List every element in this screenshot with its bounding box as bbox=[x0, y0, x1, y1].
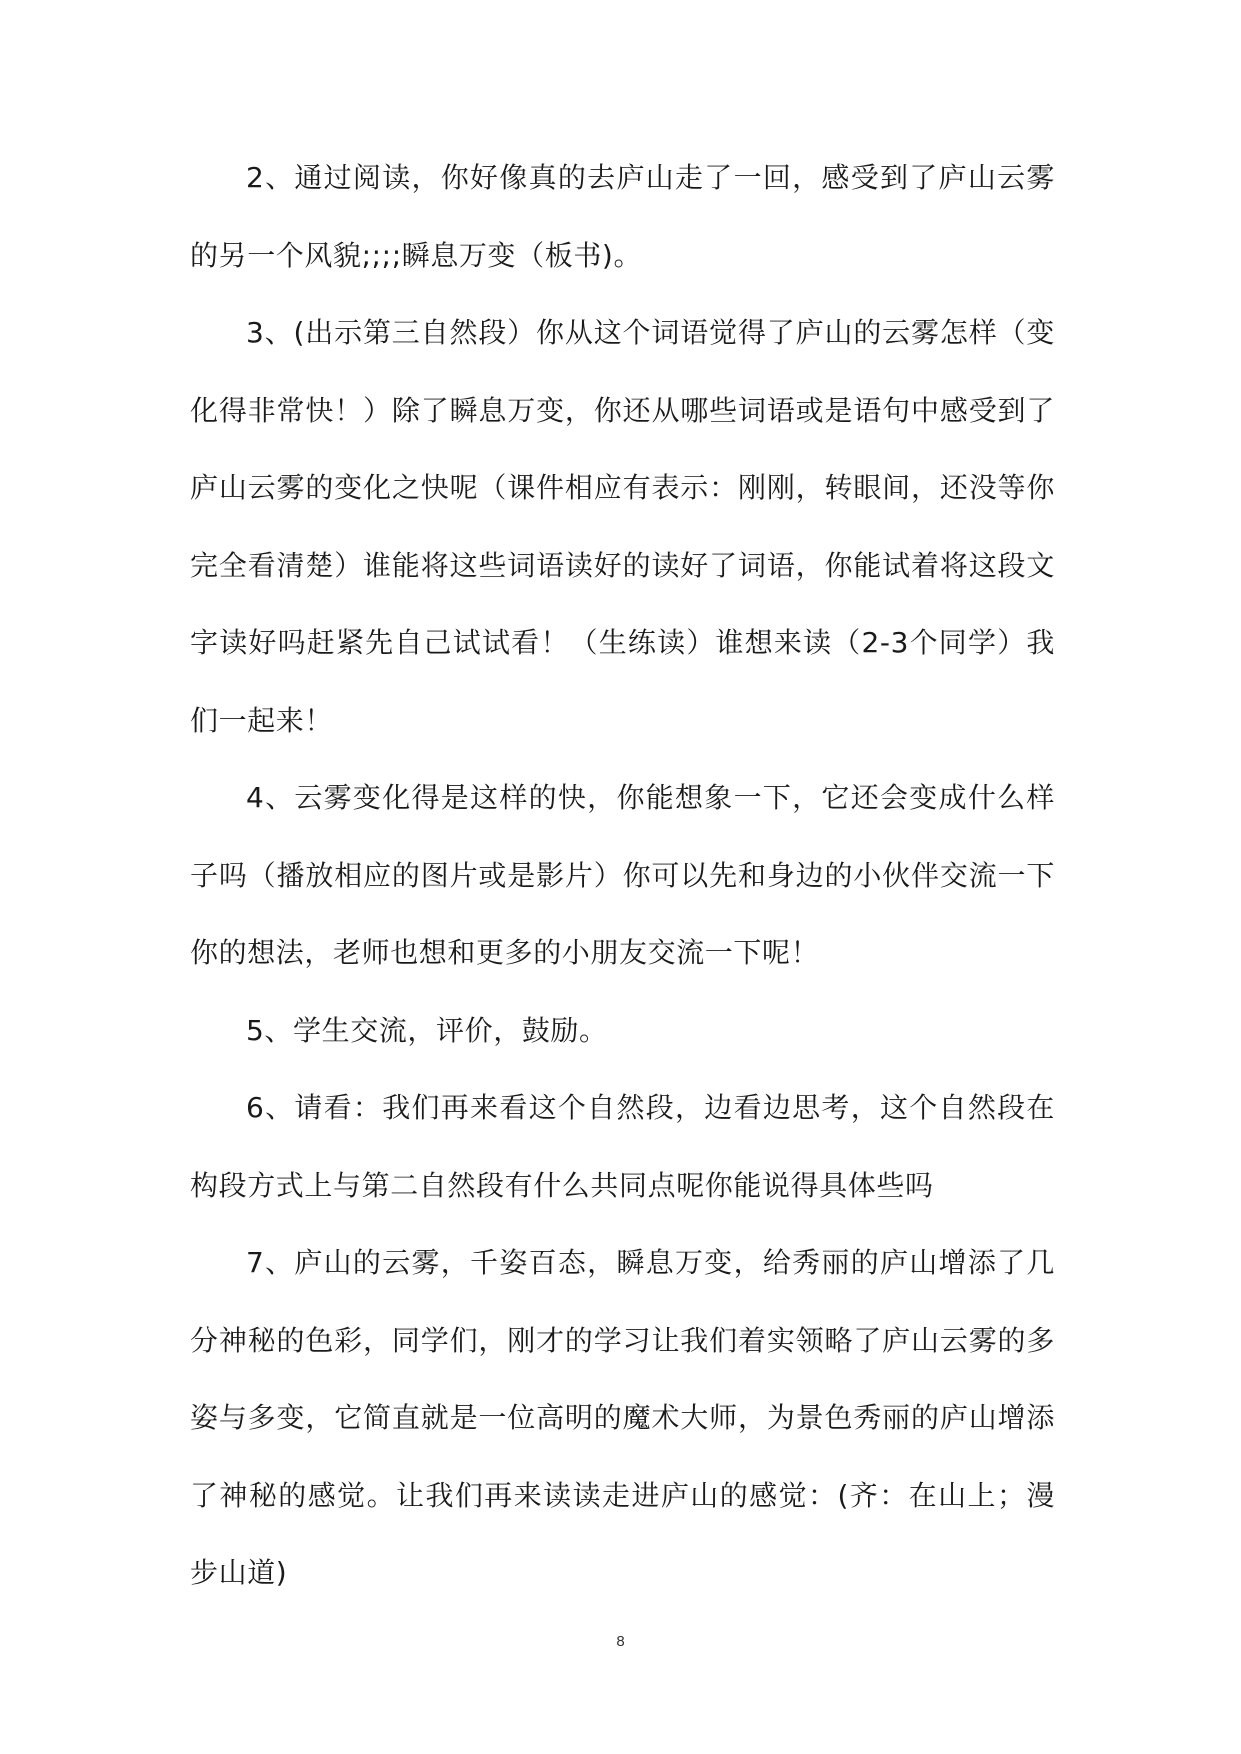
page-number: 8 bbox=[616, 1633, 625, 1650]
paragraph-6: 6、请看：我们再来看这个自然段，边看边思考，这个自然段在构段方式上与第二自然段有什么共同点呢你能说得具体些吗 bbox=[190, 1091, 1055, 1202]
paragraph-2: 2、通过阅读，你好像真的去庐山走了一回，感受到了庐山云雾的另一个风貌;;;;瞬息万变（板书)。 bbox=[190, 161, 1055, 272]
paragraph-7: 7、庐山的云雾，千姿百态，瞬息万变，给秀丽的庐山增添了几分神秘的色彩，同学们，刚才的学习让我们着实领略了庐山云雾的多姿与多变，它简直就是一位高明的魔术大师，为景色秀丽的庐山增添了神秘的感觉。让我们再来读读走进庐山的感觉：(齐：在山上；漫步山道) bbox=[190, 1246, 1055, 1589]
paragraph-5: 5、学生交流，评价，鼓励。 bbox=[246, 1013, 608, 1047]
paragraph-3: 3、(出示第三自然段）你从这个词语觉得了庐山的云雾怎样（变化得非常快！）除了瞬息万变，你还从哪些词语或是语句中感受到了庐山云雾的变化之快呢（课件相应有表示：刚刚，转眼间，还没等你完全看清楚）谁能将这些词语读好的读好了词语，你能试着将这段文字读好吗赶紧先自己试试看！（生练读）谁想来读（2-3个同学）我们一起来！ bbox=[190, 316, 1055, 737]
document-body bbox=[190, 139, 1055, 1612]
paragraph-4: 4、云雾变化得是这样的快，你能想象一下，它还会变成什么样子吗（播放相应的图片或是影片）你可以先和身边的小伙伴交流一下你的想法，老师也想和更多的小朋友交流一下呢！ bbox=[190, 781, 1055, 969]
